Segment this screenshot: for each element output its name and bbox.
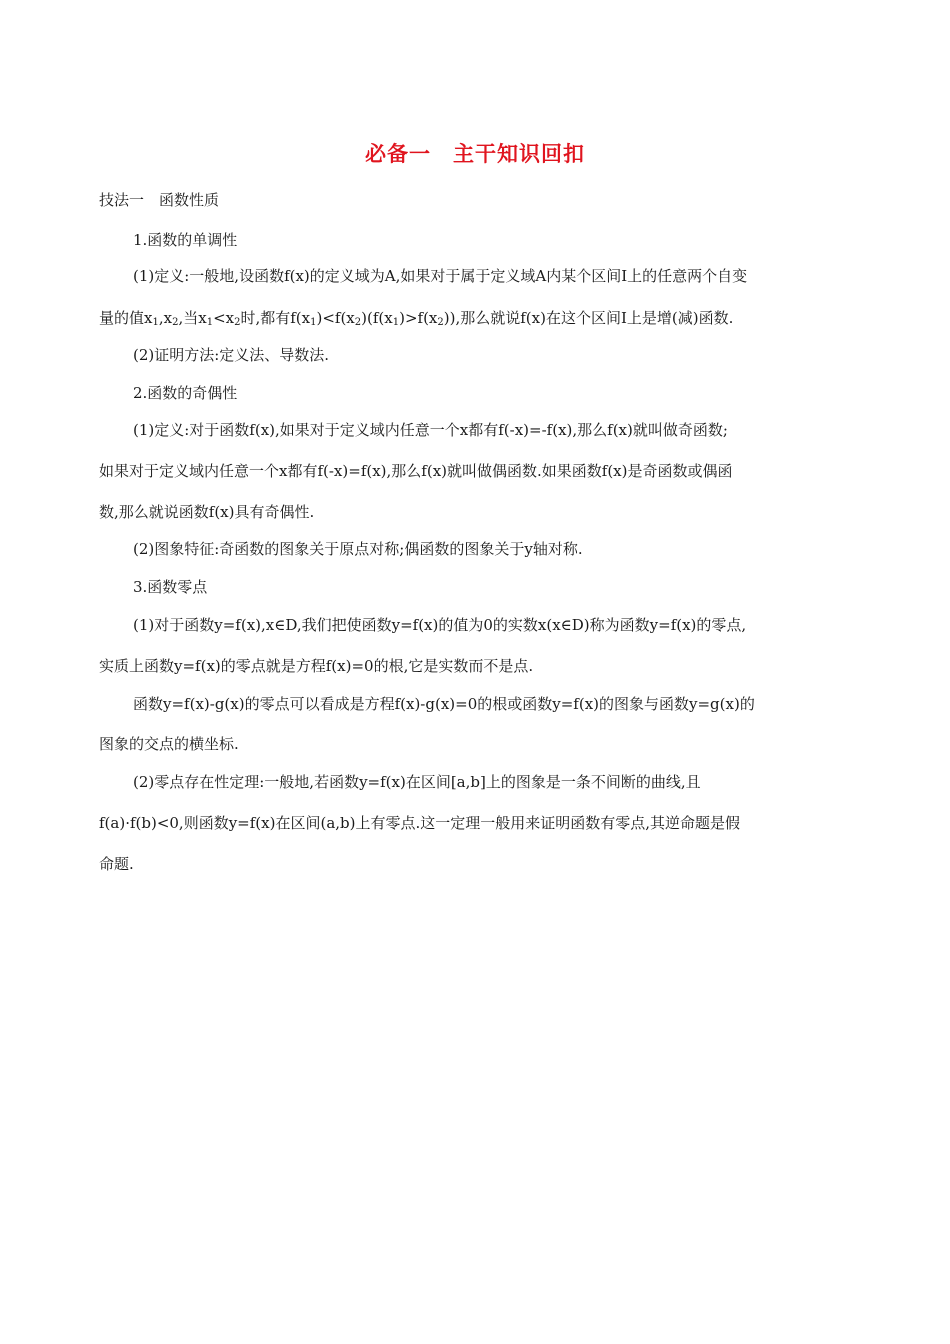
text-segment: 时,都有f(x [240, 309, 311, 327]
zero-existence-theorem-line-3: 命题. [99, 855, 134, 873]
text-segment: 量的值x [99, 309, 153, 327]
text-segment: )(f(x [361, 309, 393, 327]
subsection-heading-zeros: 3.函数零点 [133, 578, 208, 596]
subscript: 1 [310, 317, 317, 328]
zeros-paragraph-1-line-2: 实质上函数y=f(x)的零点就是方程f(x)=0的根,它是实数而不是点. [99, 657, 534, 675]
subscript: 2 [172, 317, 179, 328]
subscript: 1 [206, 317, 214, 328]
text-segment: )),那么就说f(x)在这个区间I上是增(减)函数. [443, 309, 734, 327]
parity-definition-line-2: 如果对于定义域内任意一个x都有f(-x)=f(x),那么f(x)就叫做偶函数.如果函数f(x)是奇函数或偶函 [99, 462, 733, 480]
monotonicity-definition-line-2 [99, 308, 733, 328]
text-segment: )<f(x [316, 309, 355, 327]
zeros-paragraph-1-line-1: (1)对于函数y=f(x),x∈D,我们把使函数y=f(x)的值为0的实数x(x∈D)称为函数y=f(x)的零点, [133, 616, 747, 634]
zeros-paragraph-2-line-1: 函数y=f(x)-g(x)的零点可以看成是方程f(x)-g(x)=0的根或函数y=f(x)的图象与函数y=g(x)的 [133, 695, 755, 713]
parity-definition-line-1: (1)定义:对于函数f(x),如果对于定义域内任意一个x都有f(-x)=-f(x),那么f(x)就叫做奇函数; [133, 421, 728, 439]
subscript: 1 [392, 317, 400, 328]
text-segment: ,x [158, 309, 173, 327]
subsection-heading-parity: 2.函数的奇偶性 [133, 384, 238, 402]
text-segment: ,当x [178, 309, 207, 327]
zero-existence-theorem-line-2: f(a)·f(b)<0,则函数y=f(x)在区间(a,b)上有零点.这一定理一般用来证明函数有零点,其逆命题是假 [99, 814, 741, 832]
subscript: 2 [234, 317, 241, 328]
text-segment: <x [213, 309, 235, 327]
proof-methods: (2)证明方法:定义法、导数法. [133, 346, 330, 364]
text-segment: )>f(x [399, 309, 438, 327]
zeros-paragraph-2-line-2: 图象的交点的横坐标. [99, 735, 239, 753]
graph-features: (2)图象特征:奇函数的图象关于原点对称;偶函数的图象关于y轴对称. [133, 540, 583, 558]
subscript: 2 [437, 317, 444, 328]
parity-definition-line-3: 数,那么就说函数f(x)具有奇偶性. [99, 503, 315, 521]
subscript: 2 [354, 317, 362, 328]
monotonicity-definition-line-1: (1)定义:一般地,设函数f(x)的定义域为A,如果对于属于定义域A内某个区间I上的任意两个自变 [133, 267, 748, 285]
page-title: 必备一 主干知识回扣 [365, 142, 585, 166]
section-heading: 技法一 函数性质 [99, 191, 220, 209]
subscript: 1 [152, 317, 159, 328]
subsection-heading-monotonicity: 1.函数的单调性 [133, 231, 238, 249]
zero-existence-theorem-line-1: (2)零点存在性定理:一般地,若函数y=f(x)在区间[a,b]上的图象是一条不间断的曲线,且 [133, 773, 701, 791]
